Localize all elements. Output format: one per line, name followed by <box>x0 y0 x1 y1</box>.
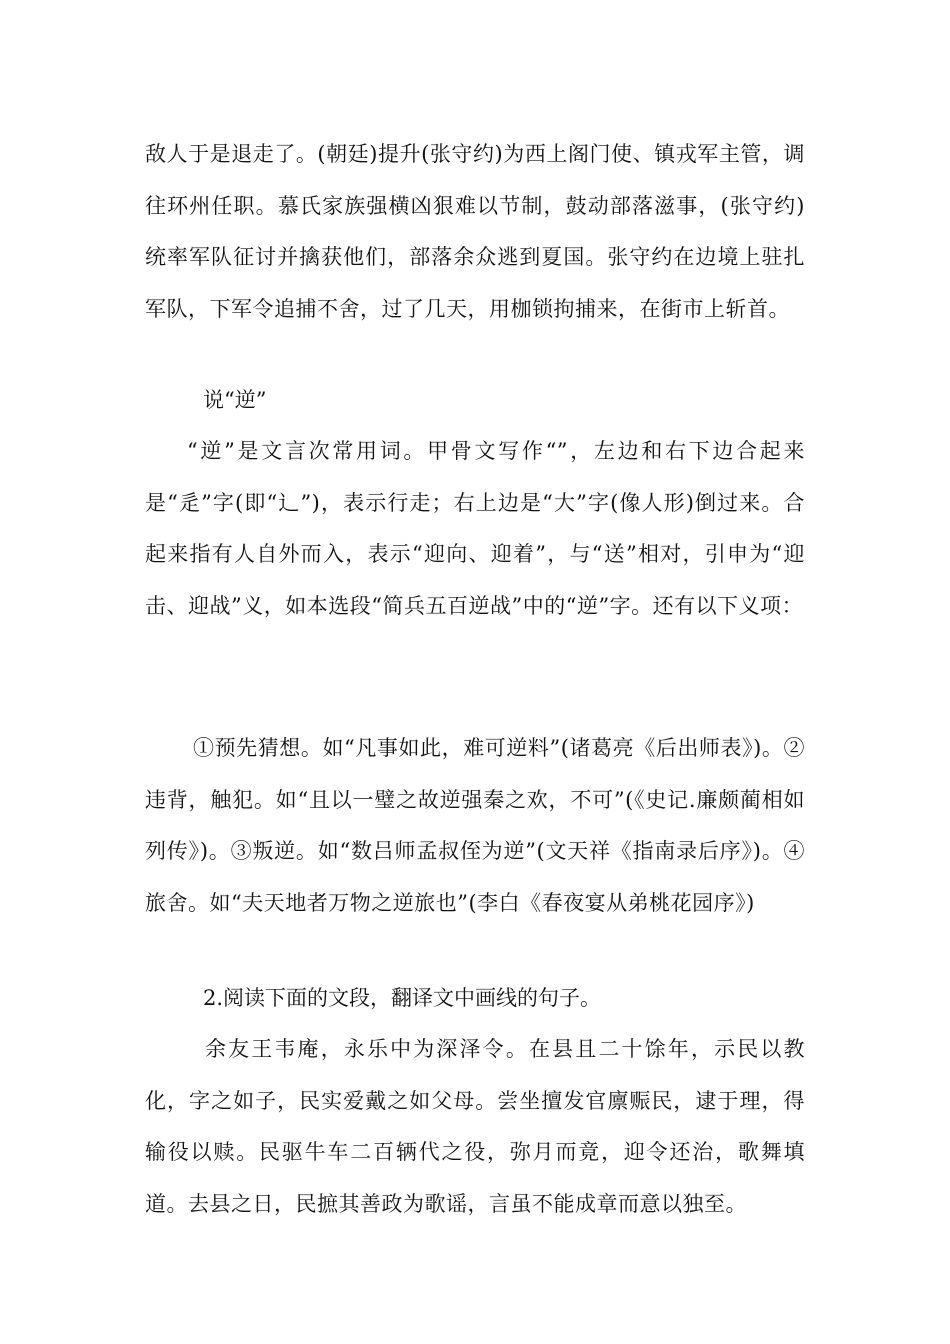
question-2: 2.阅读下面的文段，翻译文中画线的句子。 <box>203 986 602 1010</box>
paragraph-classical-text: 余友王韦庵，永乐中为深泽令。在县且二十馀年，示民以教化，字之如子，民实爱戴之如父母。尝坐擅发官廪赈民，逮于理，得输役以赎。民驱牛车二百辆代之役，弥月而竟，迎令还治，歌舞填道。去县之日，民摭其善政为歌谣，言虽不能成章而意以独至。 <box>145 1037 805 1216</box>
paragraph-translation: 敌人于是退走了。(朝廷)提升(张守约)为西上阁门使、镇戎军主管，调往环州任职。慕氏家族强横凶狠难以节制，鼓动部落滋事，(张守约)统率军队征讨并擒获他们，部落余众逃到夏国。张守约在边境上驻扎军队，下军令追捕不舍，过了几天，用枷锁拘捕来，在街市上斩首。 <box>145 142 805 321</box>
section-title: 说“逆” <box>203 388 267 412</box>
paragraph-ni-explanation: “逆”是文言次常用词。甲骨文写作“”，左边和右下边合起来是“辵”字(即“辶”)，表示行走；右上边是“大”字(像人形)倒过来。合起来指有人自外而入，表示“迎向、迎着”，与“送”相对，引申为“迎击、迎战”义，如本选段“简兵五百逆战”中的“逆”字。还有以下义项： <box>145 439 805 618</box>
paragraph-ni-meanings: ①预先猜想。如“凡事如此，难可逆料”(诸葛亮《后出师表》)。②违背，触犯。如“且以一璧之故逆强秦之欢，不可”(《史记.廉颇蔺相如列传》)。③叛逆。如“数吕师孟叔侄为逆”(文天祥《指南录后序》)。④旅舍。如“夫天地者万物之逆旅也”(李白《春夜宴从弟桃花园序》) <box>145 736 805 915</box>
